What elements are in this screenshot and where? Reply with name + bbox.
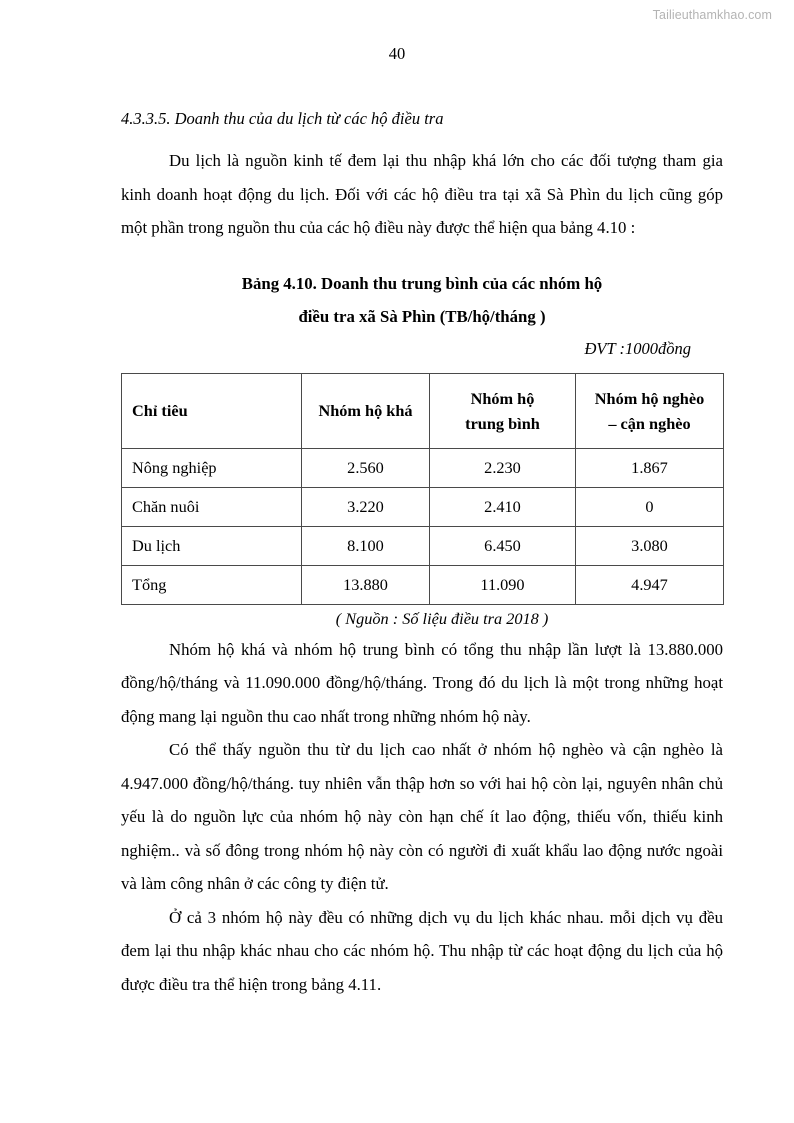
header-text-line-2: trung bình	[465, 413, 540, 433]
cell-kha: 13.880	[302, 565, 430, 604]
table-title-line-1: Bảng 4.10. Doanh thu trung bình của các nhóm hộ	[241, 273, 603, 293]
table-header-row	[122, 373, 724, 448]
table-body	[122, 448, 724, 604]
body-paragraphs	[121, 633, 723, 1002]
header-text-line-1: Nhóm hộ nghèo	[594, 388, 705, 408]
paragraph-intro: Du lịch là nguồn kinh tế đem lại thu nhập khá lớn cho các đối tượng tham gia kinh doanh hoạt động du lịch. Đối với các hộ điều tra tại xã Sà Phìn du lịch cũng góp một phần trong nguồn thu của các hộ điều này được thể hiện qua bảng 4.10 :	[121, 151, 723, 238]
table-header	[122, 373, 724, 448]
cell-kha: 2.560	[302, 448, 430, 487]
cell-trungbinh: 2.410	[430, 487, 576, 526]
row-label: Du lịch	[122, 526, 302, 565]
paragraph-after-table-3: Ở cả 3 nhóm hộ này đều có những dịch vụ du lịch khác nhau. mỗi dịch vụ đều đem lại thu nhập khác nhau cho các nhóm hộ. Thu nhập từ các hoạt động du lịch của hộ được điều tra thể hiện trong bảng 4.11.	[121, 907, 723, 994]
row-label: Chăn nuôi	[122, 487, 302, 526]
table-source-note: ( Nguồn : Số liệu điều tra 2018 )	[335, 608, 549, 628]
cell-trungbinh: 11.090	[430, 565, 576, 604]
header-text: Chỉ tiêu	[132, 401, 188, 421]
header-text-line-1: Nhóm hộ	[470, 388, 535, 408]
cell-ngheo: 4.947	[576, 565, 724, 604]
paragraph-after-table-2: Có thể thấy nguồn thu từ du lịch cao nhất ở nhóm hộ nghèo và cận nghèo là 4.947.000 đồng/hộ/tháng. tuy nhiên vẫn thập hơn so với hai hộ còn lại, nguyên nhân chủ yếu là do nguồn lực của nhóm hộ này còn hạn chế ít lao động, thiếu vốn, thiếu kinh nghiệm.. và số đông trong nhóm hộ này còn có người đi xuất khẩu lao động nước ngoài và làm công nhân ở các công ty điện tử.	[121, 740, 723, 894]
table-header-cell-kha	[302, 373, 430, 448]
table-unit-note: ĐVT :1000đồng	[584, 338, 691, 358]
table-row	[122, 448, 724, 487]
revenue-table	[121, 373, 724, 605]
table-row	[122, 487, 724, 526]
cell-ngheo: 1.867	[576, 448, 724, 487]
cell-trungbinh: 6.450	[430, 526, 576, 565]
header-text-line-2: – cận nghèo	[608, 413, 691, 433]
table-row	[122, 565, 724, 604]
cell-kha: 8.100	[302, 526, 430, 565]
table-title-line-2: điều tra xã Sà Phìn (TB/hộ/tháng )	[298, 306, 546, 326]
cell-trungbinh: 2.230	[430, 448, 576, 487]
section-heading: 4.3.3.5. Doanh thu của du lịch từ các hộ điều tra	[121, 109, 444, 128]
watermark-text: Tailieuthamkhao.com	[652, 8, 772, 22]
table-title	[121, 267, 723, 333]
cell-ngheo: 0	[576, 487, 724, 526]
paragraph-after-table-1: Nhóm hộ khá và nhóm hộ trung bình có tổng thu nhập lần lượt là 13.880.000 đồng/hộ/tháng và 11.090.000 đồng/hộ/tháng. Trong đó du lịch là một trong những hoạt động mang lại nguồn thu cao nhất trong những nhóm hộ này.	[121, 639, 723, 726]
cell-ngheo: 3.080	[576, 526, 724, 565]
row-label: Tổng	[122, 565, 302, 604]
table-row	[122, 526, 724, 565]
row-label: Nông nghiệp	[122, 448, 302, 487]
page-number: 40	[388, 44, 406, 63]
table-header-cell-ngheo	[576, 373, 724, 448]
header-text: Nhóm hộ khá	[318, 401, 413, 421]
table-header-cell-trungbinh	[430, 373, 576, 448]
cell-kha: 3.220	[302, 487, 430, 526]
table-header-cell-indicator	[122, 373, 302, 448]
page-content	[121, 108, 723, 1001]
